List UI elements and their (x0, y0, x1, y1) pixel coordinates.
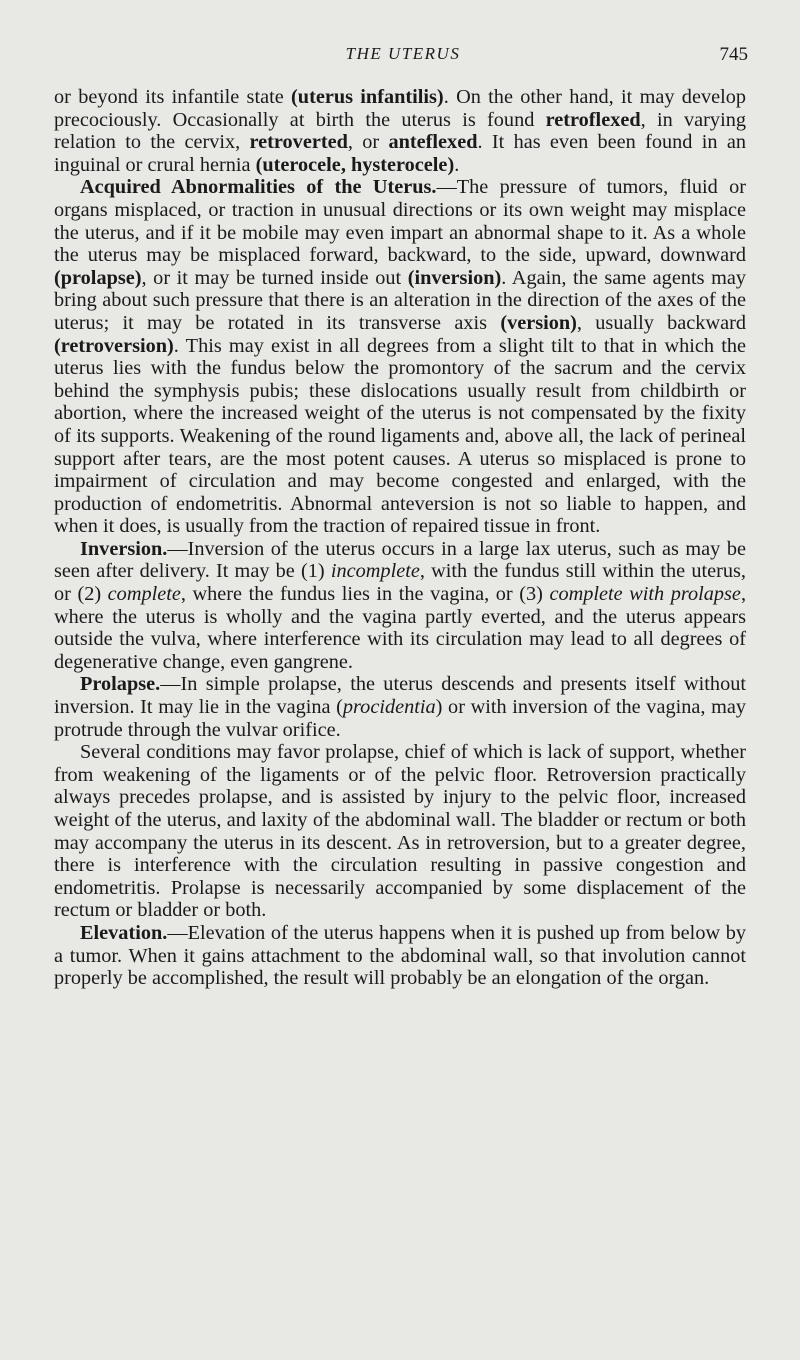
paragraph-acquired-abnormalities (54, 176, 746, 538)
text-run: ) or with inversion of the vagina, may protrude through the vulvar orifice. (54, 696, 746, 741)
running-title: THE UTERUS (345, 44, 461, 63)
italic-term: complete (107, 583, 181, 606)
bold-term: (uterocele, hysterocele) (255, 153, 455, 176)
running-head (58, 44, 748, 74)
bold-term: (retroversion) (54, 334, 174, 357)
bold-term: Inversion. (80, 537, 168, 560)
text-run: —Inversion of the uterus occurs in a large lax uterus, such as may be seen after delivery. It may be (1) (54, 537, 746, 583)
text-run: . Again, the same agents may bring about such pressure that there is an alteration in the direction of the axes of the uterus; it may be rotated in its transverse axis (54, 266, 747, 334)
bold-term: Elevation. (80, 921, 168, 944)
bold-term: Acquired Abnormalities of the Uterus. (80, 176, 437, 199)
text-run: , where the fundus lies in the vagina, or (3) (180, 583, 550, 606)
bold-term: Prolapse. (80, 673, 161, 696)
text-run: , where the uterus is wholly and the vagina partly everted, and the uterus appears outside the vulva, where interference with its circulation may lead to all degrees of degenerative change, even gangrene. (54, 583, 747, 673)
bold-term: (inversion) (407, 266, 502, 289)
italic-term: incomplete (330, 560, 420, 583)
text-run: . This may exist in all degrees from a slight tilt to that in which the uterus lies with the fundus below the promontory of the sacrum and the cervix behind the symphysis pubis; these dislocations usually result from childbirth or abortion, where the increased weight of the uterus is not compensated by the fixity of its supports. Weakening of the round ligaments and, above all, the lack of perineal support after tears, are the most potent causes. A uterus so misplaced is prone to impairment of circulation and may become congested and enlarged, with the production of endometritis. Abnormal anteversion is not so liable to happen, and when it does, is usually from the traction of repaired tissue in front. (54, 334, 746, 538)
paragraph-elevation (54, 922, 746, 990)
paragraph-prolapse-conditions (54, 741, 746, 922)
text-run: or beyond its infantile state (54, 86, 292, 108)
paragraph-prolapse (54, 673, 746, 741)
bold-term: retroflexed (545, 108, 641, 131)
bold-term: anteflexed (388, 131, 478, 154)
text-run: , in varying relation to the cervix, (54, 108, 746, 154)
text-run: , or it may be turned inside out (141, 266, 408, 289)
text-run: . (454, 153, 460, 176)
italic-term: procidentia (342, 696, 436, 719)
bold-term: (uterus infantilis) (291, 86, 444, 108)
text-run: , usually backward (576, 311, 746, 334)
page-number: 745 (719, 44, 748, 65)
paragraph-inversion (54, 538, 746, 674)
bold-term: (version) (500, 311, 577, 334)
text-run: . It has even been found in an inguinal or crural hernia (54, 131, 746, 176)
bold-term: retroverted (249, 131, 348, 154)
text-run: , or (347, 131, 389, 154)
text-run: . On the other hand, it may develop precociously. Occasionally at birth the uterus is found (54, 86, 747, 131)
body-text (54, 86, 746, 990)
paragraph-infantile-uterus (54, 86, 746, 176)
text-run: —Elevation of the uterus happens when it is pushed up from below by a tumor. When it gains attachment to the abdominal wall, so that involution cannot properly be accomplished, the result will probably be an elongation of the organ. (54, 921, 746, 990)
italic-term: complete with prolapse (549, 583, 741, 606)
text-run: Several conditions may favor prolapse, chief of which is lack of support, whether from weakening of the ligaments or of the pelvic floor. Retroversion practically always precedes prolapse, and is assisted by injury to the pelvic floor, increased weight of the uterus, and laxity of the abdominal wall. The bladder or rectum or both may accompany the uterus in its descent. As in retroversion, but to a greater degree, there is interference with the circulation resulting in passive congestion and endometritis. Prolapse is necessarily accompanied by some displacement of the rectum or bladder or both. (54, 741, 746, 922)
text-run: —In simple prolapse, the uterus descends and presents itself without inversion. It may lie in the vagina ( (54, 673, 746, 719)
text-run: —The pressure of tumors, fluid or organs misplaced, or traction in unusual directions or its own weight may misplace the uterus, and if it be mobile may even impart an abnormal shape to it. As a whole the uterus may be misplaced forward, backward, to the side, upward, downward (54, 176, 746, 267)
bold-term: (prolapse) (54, 266, 142, 289)
text-run: , with the fundus still within the uterus, or (2) (54, 560, 746, 606)
